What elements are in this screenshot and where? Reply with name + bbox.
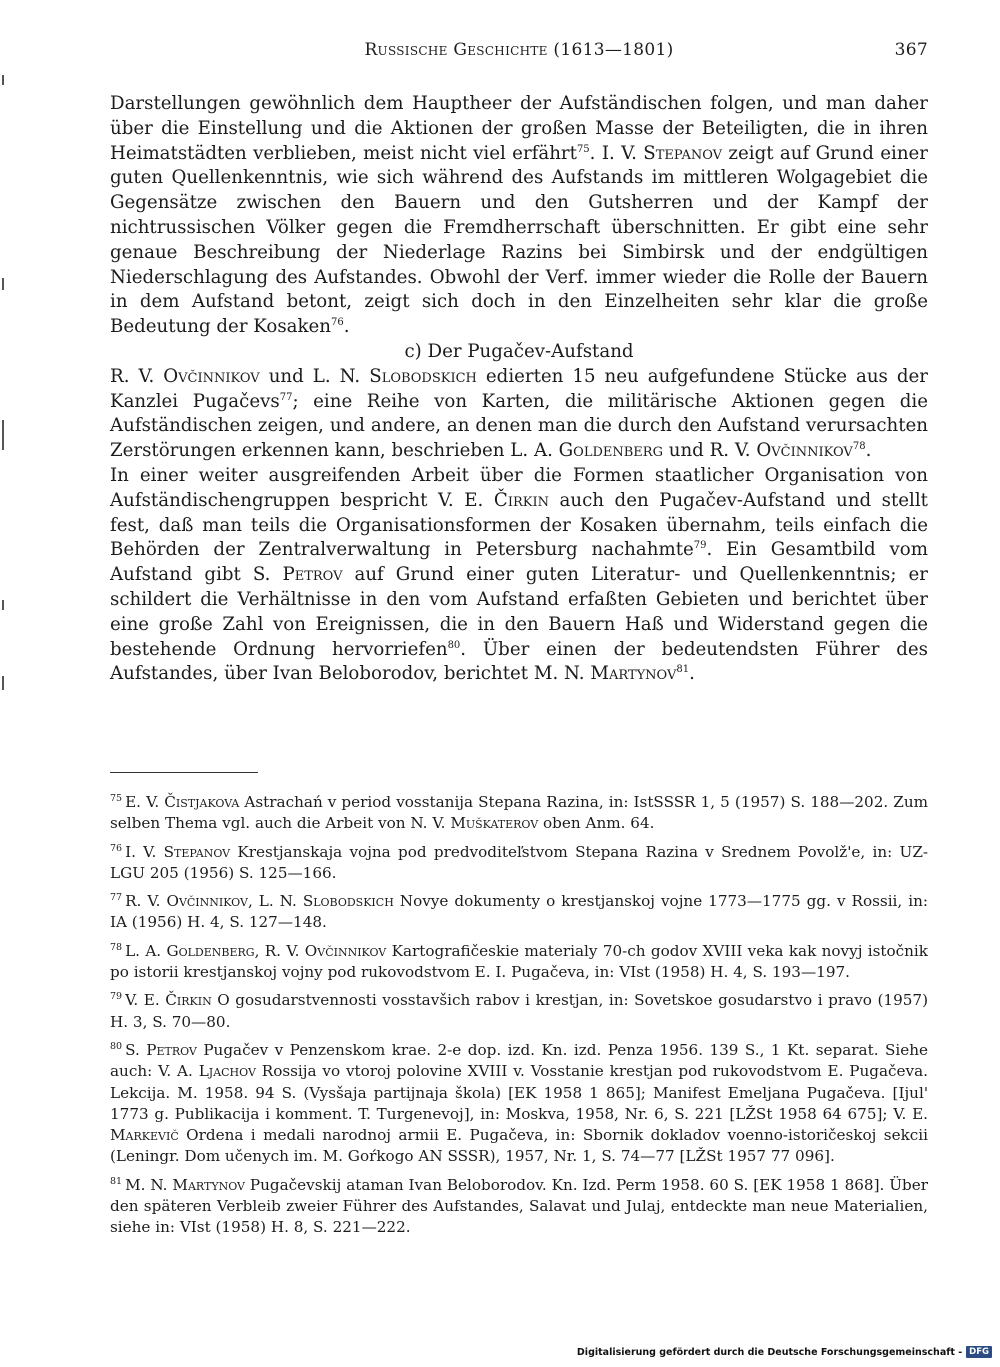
author-name: Stepanov [643,142,723,164]
footnote-number: 77 [110,892,123,904]
scan-margin-mark [2,600,4,610]
footnote-ref-80[interactable]: 80 [447,639,461,651]
footnote-81 [110,1175,928,1239]
text-run: auch den Pugačev-Aufstand und stellt fest, daß man teils die Organisationsformen der Kosaken übernahm, teils einfach die Behörden der Zentralverwaltung in Petersburg nachahmte [110,489,928,561]
author-name: Martynov [590,663,677,685]
footnote-author: S. Petrov [125,1040,197,1059]
footnote-author: M. N. Martynov [125,1175,245,1194]
scan-margin-mark [2,420,4,450]
footnote-77 [110,891,928,934]
author-name: Ovčinnikov [756,440,853,462]
footnote-text: oben Anm. 64. [538,814,655,833]
text-run: . I. V. [589,142,644,164]
footnote-ref-76[interactable]: 76 [331,317,344,329]
footnote-number: 75 [110,793,123,804]
footnote-80 [110,1040,928,1168]
footnote-text: O gosudarstvennosti vosstavšich rabov i krestjan, in: Sovetskoe gosudarstvo i pravo (1957) H. 3, S. 70—80. [110,991,928,1031]
text-run: auf Grund einer guten Literatur- und Quellenkenntnis; er schildert die Verhältnisse in den vom Aufstand erfaßten Gebieten und berichtet über eine große Zahl von Ereignissen, die in den Bauern Haß und Widerstand gegen die bestehende Ordnung hervorriefen [110,564,928,660]
main-text [110,92,928,687]
text-run: . [689,663,695,685]
footnote-ref-79[interactable]: 79 [693,540,707,552]
paragraph-3 [110,464,928,687]
dfg-logo: DFG [966,1346,992,1358]
text-run: ; eine Reihe von Karten, die militärische Aktionen gegen die Aufständischen zeigen, und andere, an denen man die durch den Aufstand verursachten Zerstörungen erkennen kann, beschrieben L. A. [110,390,928,462]
footnote-author: Markevič [110,1126,179,1145]
author-name: Ovčinnikov [163,365,260,387]
footnote-text: Rossija vo vtoroj polovine XVIII v. Vosstanie krestjan pod rukovodstvom E. Pugačeva. Lekcija. M. 1958. 94 S. (Vysšaja partijnaja škola) [EK 1958 1 865]; Manifest Emeljana Pugačeva. [Ijul' 1773 g. Publikacija i komment. T. Turgenevoj], in: Moskva, 1958, Nr. 6, S. 221 [LŽSt 1958 64 675]; V. E. [110,1062,928,1123]
footnote-text: Krestjanskaja vojna pod predvoditeľstvom Stepana Razina v Srednem Povolž'e, in: UZ-LGU 205 (1956) S. 125—166. [110,842,928,882]
credit-text: Digitalisierung gefördert durch die Deutsche Forschungsgemeinschaft - [576,1346,963,1358]
footnote-author: E. V. Čistjakova [125,793,240,811]
footnote-78 [110,941,928,984]
text-run: In einer weiter ausgreifenden Arbeit über die Formen staatlicher Organisation von Aufständischengruppen bespricht V. E. [110,464,928,511]
footnote-ref-81[interactable]: 81 [676,664,690,676]
scan-margin-mark [2,676,4,690]
text-run: . Ein Gesamtbild vom Aufstand gibt S. [110,539,928,586]
text-run: und L. N. [259,365,370,387]
footnote-number: 80 [110,1040,123,1052]
footnote-ref-78[interactable]: 78 [852,441,866,453]
footnote-number: 81 [110,1175,123,1187]
text-run: R. V. [110,365,164,387]
text-run: . Über einen der bedeutendsten Führer des Aufstandes, über Ivan Beloborodov, berichtet M. N. [110,638,929,685]
author-name: Goldenberg [558,440,663,462]
section-heading: c) Der Pugačev-Aufstand [404,340,634,362]
author-name: Slobodskich [369,365,477,387]
footnote-text: Novye dokumenty o krestjanskoj vojne 1773—1775 gg. v Rossii, in: IA (1956) H. 4, S. 127—148. [110,892,928,932]
text-run: zeigt auf Grund einer guten Quellenkenntnis, wie sich während des Aufstands im mittleren Wolgagebiet die Gegensätze zwischen den Bauern und den Gutsherren und der Kampf der nichtrussischen Völker gegen die Fremdherrschaft überschnitten. Er gibt eine sehr genaue Beschreibung der Niederlage Razins bei Simbirsk und der endgültigen Niederschlagung des Aufstandes. Obwohl der Verf. immer wieder die Rolle der Bauern in dem Aufstand betont, zeigt sich doch in den Einzelheiten sehr klar die große Bedeutung der Kosaken [110,142,928,338]
footnote-76 [110,842,928,885]
scan-margin-mark [2,75,4,85]
paragraph-2 [110,365,928,464]
footnote-text: Pugačev v Penzenskom krae. 2-e dop. izd. Kn. izd. Penza 1956. 139 S., 1 Kt. separat. Siehe auch: V. A. [110,1040,928,1081]
footnote-author: Ljachov [198,1062,256,1081]
text-run: . [343,316,350,338]
text-run: Darstellungen gewöhnlich dem Hauptheer der Aufständischen folgen, und man daher über die Einstellung und die Aktionen der großen Masse der Beteiligten, die in ihren Heimatstädten verblieben, meist nicht viel erfährt [110,93,928,164]
footnote-text: Kartografičeskie materialy 70-ch godov XVIII veka kak novyj istočnik po istorii krestjanskoj vojny pod rukovodstvom E. I. Pugačeva, in: VIst (1958) H. 4, S. 193—197. [110,941,928,982]
paragraph-1 [110,92,928,340]
footnote-divider [110,772,258,773]
scan-margin-mark [2,278,4,290]
footnote-author: L. A. Goldenberg, R. V. Ovčinnikov [125,941,387,960]
footnote-number: 78 [110,941,123,953]
text-run: und R. V. [662,440,757,462]
page-number: 367 [894,40,928,60]
footnote-number: 76 [110,842,123,854]
footnote-text: Ordena i medali narodnoj armii E. Pugačeva, in: Sbornik dokladov voenno-istoričeskoj sekcii (Leningr. Dom učenych im. M. Goŕkogo AN SSSR), 1957, Nr. 1, S. 74—77 [LŽSt 1957 77 096]. [110,1126,928,1166]
footnote-author: Muškaterov [450,814,539,833]
footnote-author: R. V. Ovčinnikov, L. N. Slobodskich [125,892,394,911]
footnote-75 [110,792,928,835]
footnote-number: 79 [110,991,123,1003]
text-run: edierten 15 neu aufgefundene Stücke aus der Kanzlei Pugačevs [110,365,928,412]
author-name: Čirkin [493,489,549,511]
running-head [110,40,928,64]
footnote-ref-75[interactable]: 75 [576,143,590,155]
footnote-author: I. V. Stepanov [125,842,231,861]
text-run: . [865,440,872,462]
footnote-text: Pugačevskij ataman Ivan Beloborodov. Kn. Izd. Perm 1958. 60 S. [EK 1958 1 868]. Über den späteren Verbleib zweier Führer des Aufstandes, Salavat und Julaj, entdeckte man neue Materialien, siehe in: VIst (1958) H. 8, S. 221—222. [110,1175,928,1237]
footnotes [110,792,928,1246]
footnote-author: V. E. Čirkin [125,991,212,1010]
footnote-ref-77[interactable]: 77 [279,391,293,403]
author-name: Petrov [282,564,343,586]
running-title: Russische Geschichte (1613—1801) [364,40,674,60]
digitization-credit [577,1345,992,1359]
footnote-79 [110,990,928,1033]
footnote-text: Astrachań v period vosstanija Stepana Razina, in: IstSSSR 1, 5 (1957) S. 188—202. Zum selben Thema vgl. auch die Arbeit von N. V. [110,793,928,833]
